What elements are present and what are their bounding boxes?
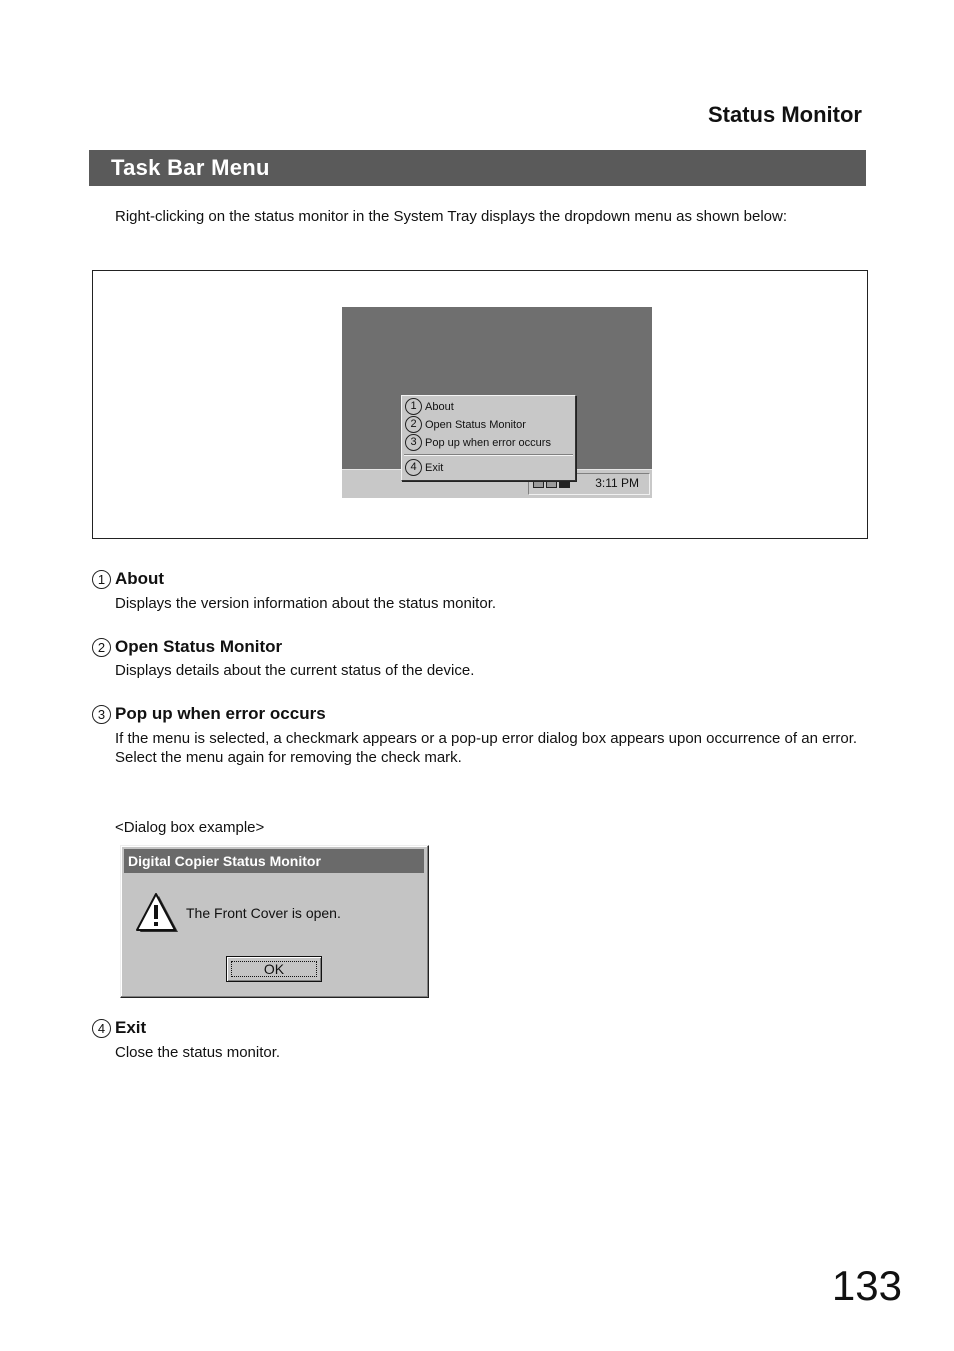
- item-description-open-status-monitor: [115, 661, 875, 680]
- menu-item-open-status-monitor[interactable]: [405, 416, 526, 433]
- item-title: Open Status Monitor: [115, 637, 283, 656]
- menu-number-1: 1: [405, 398, 422, 415]
- intro-paragraph: Right-clicking on the status monitor in the System Tray displays the dropdown menu as shown below:: [115, 208, 787, 225]
- dialog-caption: <Dialog box example>: [115, 819, 265, 836]
- menu-item-label: Pop up when error occurs: [425, 436, 551, 449]
- dialog-title: Digital Copier Status Monitor: [128, 853, 321, 869]
- item-description-about: [115, 594, 875, 613]
- item-heading-pop-up-when-error: [92, 704, 326, 724]
- item-number: 1: [92, 570, 111, 589]
- section-header-bar: [89, 150, 866, 186]
- item-heading-exit: [92, 1018, 146, 1038]
- item-description-pop-up-when-error: [115, 729, 875, 767]
- item-line: If the menu is selected, a checkmark appears or a pop-up error dialog box appears upon occurrence of an error.: [115, 730, 858, 747]
- item-line: Displays details about the current status of the device.: [115, 662, 475, 679]
- menu-item-exit[interactable]: [405, 459, 443, 476]
- item-title: Exit: [115, 1018, 147, 1037]
- menu-separator: [404, 454, 573, 456]
- menu-item-label: About: [425, 400, 454, 413]
- dialog-message: The Front Cover is open.: [186, 905, 341, 921]
- item-line: Select the menu again for removing the check mark.: [115, 749, 462, 766]
- dialog-titlebar: [124, 849, 424, 873]
- section-title: Task Bar Menu: [111, 155, 270, 180]
- item-heading-open-status-monitor: [92, 637, 282, 657]
- error-dialog-example: [120, 845, 429, 998]
- chapter-title: Status Monitor: [708, 102, 862, 127]
- item-title: About: [115, 569, 165, 588]
- item-number: 4: [92, 1019, 111, 1038]
- menu-number-4: 4: [405, 459, 422, 476]
- desktop-screenshot: [342, 307, 652, 498]
- ok-button[interactable]: [226, 956, 322, 982]
- tray-clock: 3:11 PM: [595, 476, 639, 490]
- menu-item-label: Exit: [425, 461, 444, 474]
- item-line: Displays the version information about the status monitor.: [115, 595, 497, 612]
- ok-button-label: OK: [231, 961, 317, 977]
- warning-icon: [136, 893, 180, 935]
- context-menu: [401, 395, 576, 481]
- item-heading-about: [92, 569, 164, 589]
- menu-item-label: Open Status Monitor: [425, 418, 526, 431]
- menu-number-3: 3: [405, 434, 422, 451]
- menu-item-about[interactable]: [405, 398, 454, 415]
- item-line: Close the status monitor.: [115, 1044, 281, 1061]
- item-number: 3: [92, 705, 111, 724]
- item-number: 2: [92, 638, 111, 657]
- item-title: Pop up when error occurs: [115, 704, 326, 723]
- menu-number-2: 2: [405, 416, 422, 433]
- item-description-exit: [115, 1043, 875, 1062]
- page-number: 133: [831, 1262, 902, 1309]
- menu-item-pop-up-when-error[interactable]: [405, 434, 551, 451]
